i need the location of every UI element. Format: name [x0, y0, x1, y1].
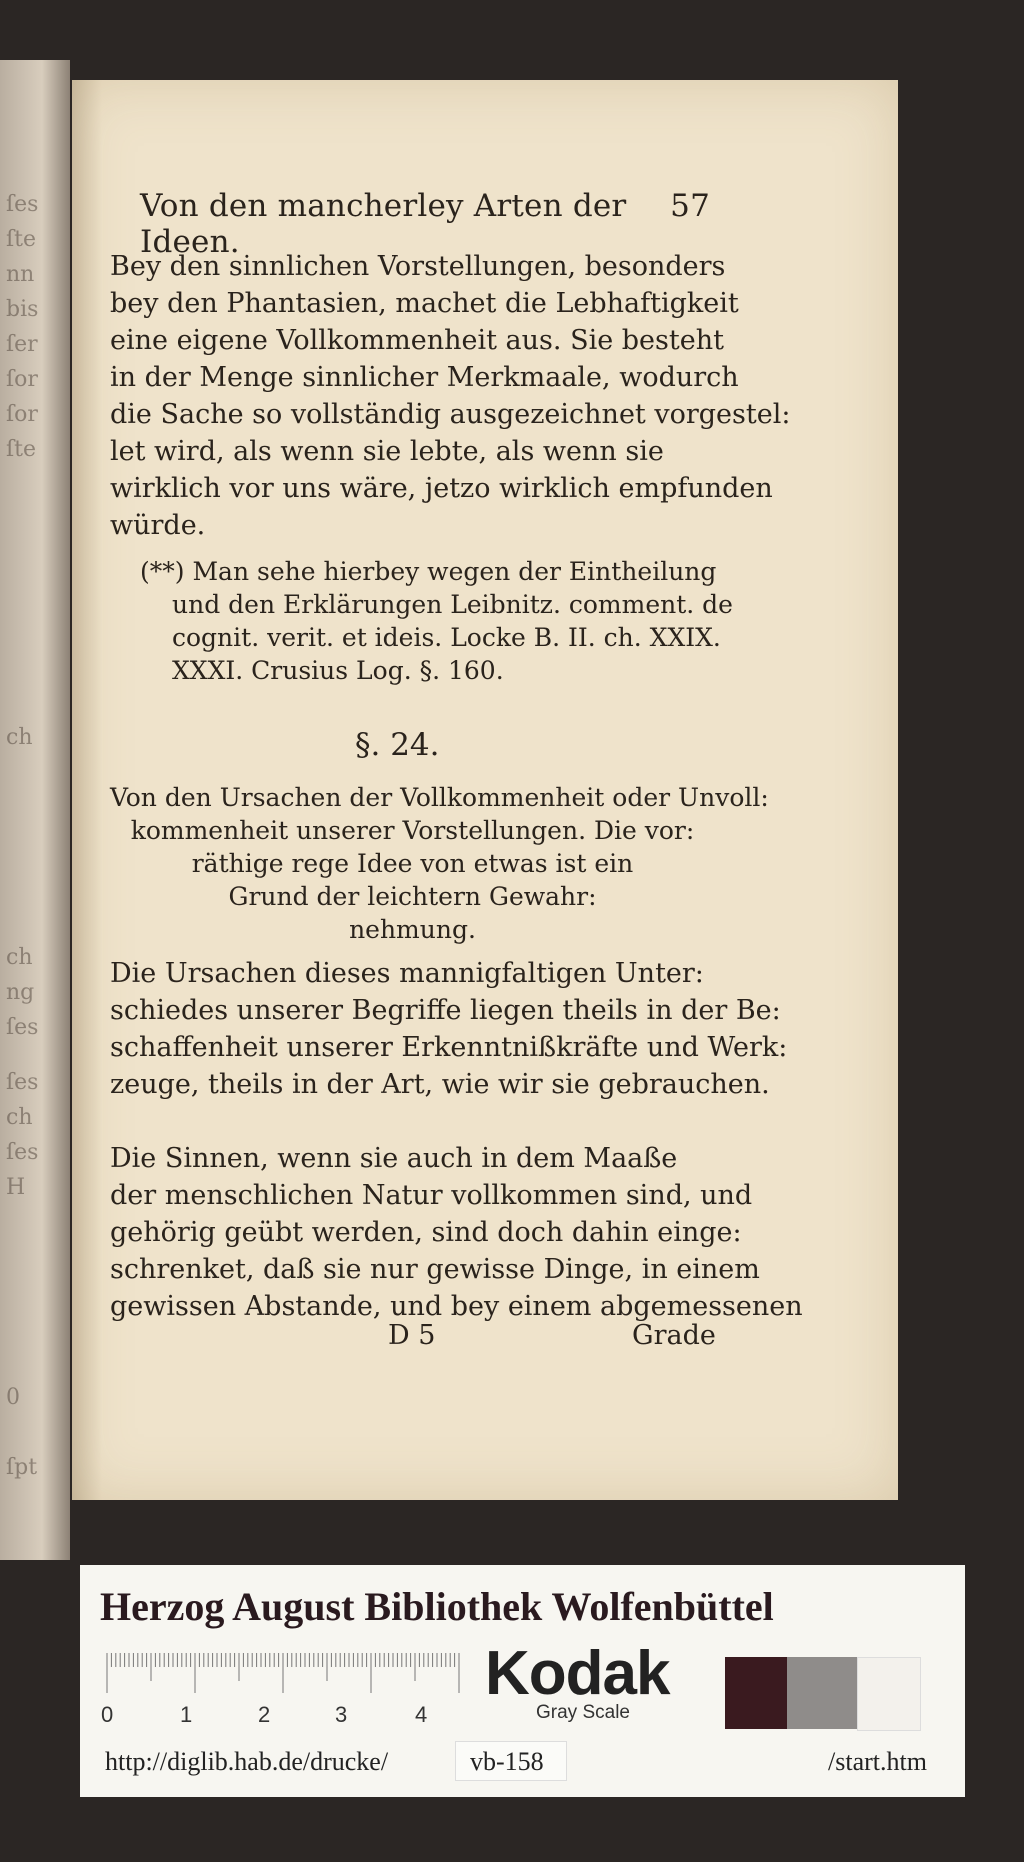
- text-line: schrenket, daß sie nur gewisse Dinge, in einem: [110, 1254, 760, 1285]
- text-line: wirklich vor uns wäre, jetzo wirklich empfunden: [110, 473, 773, 504]
- signature-mark: D 5: [388, 1320, 436, 1351]
- ruler-scale: [105, 1645, 465, 1697]
- text-line: gehörig geübt werden, sind doch dahin einge:: [110, 1217, 742, 1248]
- scale-number: 0: [101, 1702, 114, 1727]
- text-line: gewissen Abstande, und bey einem abgemessenen: [110, 1291, 803, 1322]
- scale-number: 4: [415, 1702, 428, 1727]
- text-line: cognit. verit. et ideis. Locke B. II. ch. XXIX.: [172, 623, 721, 652]
- left-page-fragment: H: [6, 1175, 26, 1200]
- left-page-fragment: ſte: [6, 437, 37, 462]
- left-page-fragment: ſpt: [6, 1455, 38, 1480]
- left-page-fragment: 0: [6, 1385, 20, 1410]
- text-line: (**) Man sehe hierbey wegen der Eintheilung: [140, 557, 717, 586]
- gray-swatch-dark: [725, 1657, 787, 1729]
- text-line: kommenheit unserer Vorstellungen. Die vor:: [130, 816, 695, 845]
- text-line: XXXI. Crusius Log. §. 160.: [172, 656, 504, 685]
- left-page-fragment: ch: [6, 945, 33, 970]
- gray-swatch-light: [857, 1657, 921, 1731]
- text-line: Die Sinnen, wenn sie auch in dem Maaße: [110, 1143, 678, 1174]
- text-line: räthige rege Idee von etwas ist ein: [191, 849, 634, 878]
- text-line: Bey den sinnlichen Vorstellungen, besonders: [110, 251, 726, 282]
- left-page-fragment: ſes: [6, 1140, 39, 1165]
- left-page-fragment: ſes: [6, 1015, 39, 1040]
- kodak-logo: Kodak: [485, 1639, 670, 1708]
- scale-number: 3: [335, 1702, 348, 1727]
- left-page-fragment: ſte: [6, 227, 37, 252]
- text-line: Grund der leichtern Gewahr:: [228, 882, 597, 911]
- text-line: bey den Phantasien, machet die Lebhaftigkeit: [110, 288, 739, 319]
- footnote: [140, 555, 733, 687]
- gray-swatch-mid: [787, 1657, 857, 1729]
- running-head-title: Von den mancherley Arten der Ideen.: [140, 188, 627, 260]
- text-line: in der Menge sinnlicher Merkmaale, wodurch: [110, 362, 739, 393]
- left-page-fragment: ſor: [6, 367, 38, 392]
- library-name: Herzog August Bibliothek Wolfenbüttel: [100, 1584, 774, 1629]
- paragraph-3: [110, 1140, 803, 1325]
- paragraph-1: [110, 248, 791, 544]
- left-page-fragment: bis: [6, 297, 39, 322]
- shelfmark: vb-158: [470, 1747, 544, 1776]
- text-line: schaffenheit unserer Erkenntnißkräfte und Werk:: [110, 1032, 788, 1063]
- text-line: die Sache so vollständig ausgezeichnet vorgestel:: [110, 399, 791, 430]
- url-end: /start.htm: [828, 1747, 927, 1776]
- scale-number: 2: [258, 1702, 271, 1727]
- left-page-fragment: ſes: [6, 1070, 39, 1095]
- left-page-fragment: ng: [6, 980, 35, 1005]
- left-page-fragment: ſor: [6, 402, 38, 427]
- page-gutter: [72, 80, 102, 1500]
- page-number: 57: [670, 188, 710, 224]
- left-page-fragment: nn: [6, 262, 35, 287]
- text-line: würde.: [110, 510, 206, 541]
- kodak-color-target: [80, 1565, 965, 1797]
- text-line: und den Erklärungen Leibnitz. comment. de: [172, 590, 733, 619]
- left-page-fragment: ſes: [6, 192, 39, 217]
- text-line: der menschlichen Natur vollkommen sind, und: [110, 1180, 753, 1211]
- catchword: Grade: [632, 1320, 716, 1351]
- text-line: let wird, als wenn sie lebte, als wenn sie: [110, 436, 664, 467]
- text-line: zeuge, theils in der Art, wie wir sie gebrauchen.: [110, 1069, 770, 1100]
- gray-scale-label: Gray Scale: [536, 1702, 630, 1723]
- text-line: eine eigene Vollkommenheit aus. Sie besteht: [110, 325, 724, 356]
- left-page-fragment: ch: [6, 725, 33, 750]
- paragraph-2: [110, 955, 788, 1103]
- text-line: Von den Ursachen der Vollkommenheit oder Unvoll:: [110, 783, 769, 812]
- text-line: Die Ursachen dieses mannigfaltigen Unter:: [110, 958, 704, 989]
- text-line: schiedes unserer Begriffe liegen theils in der Be:: [110, 995, 781, 1026]
- section-title: [110, 781, 769, 946]
- section-number: §. 24.: [355, 727, 440, 763]
- left-page-edge: [0, 60, 70, 1560]
- left-page-fragment: ch: [6, 1105, 33, 1130]
- text-line: nehmung.: [349, 915, 476, 944]
- left-page-fragment: ſer: [6, 332, 38, 357]
- url-start: http://diglib.hab.de/drucke/: [105, 1747, 389, 1776]
- scale-number: 1: [180, 1702, 193, 1727]
